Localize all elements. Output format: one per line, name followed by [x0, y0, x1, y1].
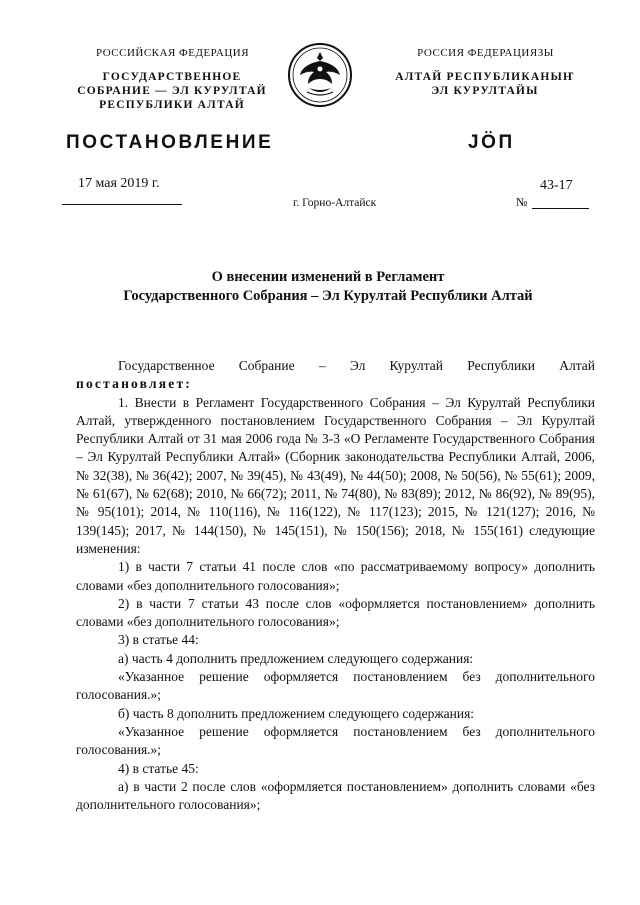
header-left-org-line2: СОБРАНИЕ — ЭЛ КУРУЛТАЙ [77, 85, 267, 97]
header-right-org [385, 70, 585, 98]
place-text: г. Горно-Алтайск [293, 197, 377, 209]
date-text: 17 мая 2019 г. [78, 176, 160, 191]
item-1-3b-paragraph: б) часть 8 дополнить предложением следующего содержания: [118, 705, 475, 721]
doc-title-line1: О внесении изменений в Регламент [211, 269, 445, 285]
number-sign: № [516, 195, 528, 209]
doc-title [66, 268, 590, 306]
item-1-4a-paragraph: а) в части 2 после слов «оформляется постановлением» дополнить словами «без дополнительного голосования»; [76, 778, 595, 813]
number-value: 43-17 [540, 178, 573, 193]
header-left-country: РОССИЙСКАЯ ФЕДЕРАЦИЯ [95, 47, 250, 59]
header-left-org-line3: РЕСПУБЛИКИ АЛТАЙ [99, 99, 245, 111]
item-1-3a-paragraph: а) часть 4 дополнить предложением следующего содержания: [118, 650, 474, 666]
header-left-org [66, 70, 278, 112]
doc-type-left: ПОСТАНОВЛЕНИЕ [66, 132, 274, 153]
header-right-org-line2: ЭЛ КУРУЛТАЙЫ [431, 85, 539, 97]
item-1-3b-quote: «Указанное решение оформляется постановлением без дополнительного голосования.»; [76, 723, 595, 758]
item-1-2-paragraph: 2) в части 7 статьи 43 после слов «оформляется постановлением» дополнить словами «без дополнительного голосования»; [76, 595, 595, 630]
number-underline [532, 208, 589, 209]
header-left-org-line1: ГОСУДАРСТВЕННОЕ [102, 71, 242, 83]
date-block [62, 176, 182, 206]
header-right-country: РОССИЯ ФЕДЕРАЦИЯЗЫ [417, 47, 554, 59]
doc-title-line2: Государственного Собрания – Эл Курултай Республики Алтай [123, 288, 533, 304]
document-body [76, 357, 595, 814]
item-1-3a-quote: «Указанное решение оформляется постановлением без дополнительного голосования.»; [76, 669, 595, 703]
doc-type-right: JÖП [468, 132, 515, 153]
item-1-1-paragraph: 1) в части 7 статьи 41 после слов «по рассматриваемому вопросу» дополнить словами «без дополнительного голосования»; [76, 559, 595, 593]
header-right-org-line1: АЛТАЙ РЕСПУБЛИКАНЫҤ [395, 71, 575, 83]
intro-paragraph: Государственное Собрание – Эл Курултай Республики Алтай [118, 358, 595, 373]
date-underline [62, 204, 182, 205]
item-1-4-paragraph: 4) в статье 45: [118, 760, 199, 776]
item-1-3-paragraph: 3) в статье 44: [118, 632, 199, 648]
item-1-paragraph: 1. Внести в Регламент Государственного Собрания – Эл Курултай Республики Алтай, утвержденного постановлением Государственного Собрания – Эл Курултай Республики Алтай от 31 мая 2006 года № 3-3 «О Регламенте Государственного Собрания – Эл Курултай Республики Алтай» (Сборник законодательства Республики Алтай, 2006, № 32(38), № 36(42); 2007, № 39(45), № 43(49), № 44(50); 2008, № 50(56), № 55(61); 2009, № 61(67), № 62(68); 2010, № 66(72); 2011, № 74(80), № 83(89); 2012, № 86(92), № 89(95), № 95(101); 2014, № 110(116), № 116(122), № 117(123); 2015, № 121(127); 2016, № 139(145); 2017, № 144(150), № 145(151), № 150(156); 2018, № 155(161) следующие изменения: [76, 394, 595, 556]
resolves-paragraph: постановляет: [76, 376, 192, 392]
number-block [508, 178, 590, 210]
coat-of-arms-icon [287, 42, 353, 108]
